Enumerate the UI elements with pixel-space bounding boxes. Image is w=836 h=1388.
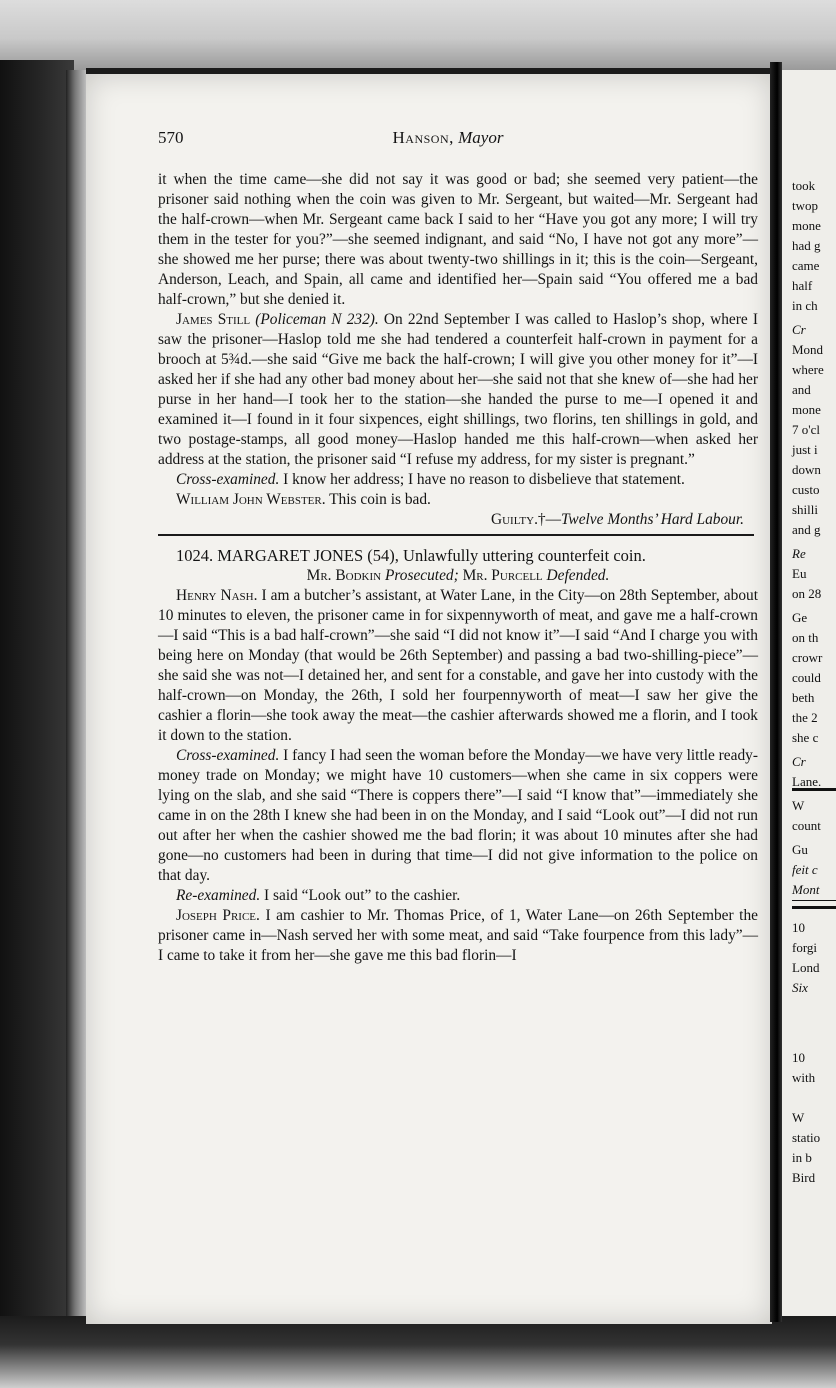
facing-page-fragment: W <box>792 1110 805 1125</box>
facing-page-fragment: where <box>792 362 824 377</box>
cross-examined-label: Cross-examined. <box>176 747 280 764</box>
facing-page-fragment: she c <box>792 730 819 745</box>
witness-name: Joseph Price. <box>176 907 260 924</box>
facing-page <box>782 70 836 1316</box>
defender-role: Defended. <box>546 567 610 584</box>
witness-name: William John Webster. <box>176 491 326 508</box>
scan-background-bottom <box>0 1316 836 1388</box>
facing-page-fragment: mone <box>792 218 821 233</box>
testimony-text: I am a butcher’s assistant, at Water Lane, in the City—on 28th September, about 10 minutes to eleven, the prisoner came in for sixpennyworth of meat, and gave me a half-crown—I said “This is a bad half-crown”—she said “I did not know it”—I said “And I charge you with being here on Monday (that would be 26th September) and passing a bad two-shilling-piece”—she said she was not—I detained her, and sent for a constable, and gave her into custody with the half-crown—on Monday, the 26th, I sold her fourpennyworth of meat—I saw her give the cashier a florin—she took away the meat—the cashier afterwards showed me a florin, and I took it down to the station. <box>158 587 758 744</box>
facing-page-fragment: count <box>792 818 821 833</box>
facing-page-fragment: half <box>792 278 813 293</box>
facing-page-fragment: Ge <box>792 610 808 625</box>
testimony-text: This coin is bad. <box>325 491 431 508</box>
page-number: 570 <box>158 128 184 147</box>
scan-background-top <box>0 0 836 70</box>
facing-page-fragment: twop <box>792 198 818 213</box>
facing-page-fragment: Re <box>792 546 806 561</box>
testimony-james-still <box>158 310 758 470</box>
facing-page-fragment: 10 <box>792 920 805 935</box>
facing-page-fragment: Mond <box>792 342 824 357</box>
page-header <box>158 128 758 154</box>
counsel-line <box>158 566 758 586</box>
verdict-label: Guilty.†— <box>490 511 562 528</box>
facing-page-fragment: W <box>792 798 805 813</box>
verdict-line <box>158 510 758 530</box>
case-title: 1024. MARGARET JONES (54), Unlawfully uttering counterfeit coin. <box>176 546 646 565</box>
facing-page-fragment: down <box>792 462 821 477</box>
facing-page-fragment: on th <box>792 630 819 645</box>
facing-page-fragment: the 2 <box>792 710 818 725</box>
facing-page-rule <box>792 906 836 909</box>
testimony-joseph-price <box>158 906 758 966</box>
testimony-henry-nash <box>158 586 758 746</box>
paragraph-continuation: it when the time came—she did not say it was good or bad; she seemed very patient—the prisoner said nothing when the coin was given to Mr. Sergeant, but waited—Mr. Sergeant had the half-crown—when Mr. Sergeant came back I said to her “Have you got any more; I will try them in the tester for you?”—she seemed indignant, and said “No, I have not got any more”—she showed me her purse; there was about twenty-two shillings in it; this is the coin—Sergeant, Anderson, Leach, and Spain, all came and identified her—Spain said “You offered me a bad half-crown,” but she denied it. <box>158 171 758 308</box>
running-head-name: Hanson, <box>392 128 454 147</box>
witness-role: (Policeman N 232). <box>255 311 379 328</box>
facing-page-fragment: custo <box>792 482 820 497</box>
prosecutor-name: Mr. Bodkin <box>306 567 382 584</box>
facing-page-fragment: Lane. <box>792 774 822 789</box>
facing-page-fragment: came <box>792 258 820 273</box>
re-examined-label: Re-examined. <box>176 887 261 904</box>
page-content <box>158 128 758 966</box>
facing-page-fragment: could <box>792 670 821 685</box>
facing-page-fragment: and <box>792 382 811 397</box>
re-examination-nash <box>158 886 758 906</box>
facing-page-fragment: forgi <box>792 940 818 955</box>
witness-name: James Still <box>176 311 251 328</box>
facing-page-fragment: Eu <box>792 566 807 581</box>
testimony-text: I am cashier to Mr. Thomas Price, of 1, Water Lane—on 26th September the prisoner came in—Nash served her with some meat, and said “Take fourpence from this lady”—I came to take it from her—she gave me this bad florin—I <box>158 907 758 964</box>
facing-page-rule <box>792 900 836 901</box>
running-head-office: Mayor <box>458 128 504 147</box>
re-examined-text: I said “Look out” to the cashier. <box>260 887 461 904</box>
facing-page-fragment: 10 <box>792 1050 805 1065</box>
facing-page-fragment: beth <box>792 690 815 705</box>
cross-examined-text: I fancy I had seen the woman before the Monday—we have very little ready-money trade on Monday; we might have 10 customers—when she came in six coppers were lying on the slab, and she said “There is coppers there”—I said “I know that”—immediately she came in on the 28th I knew she had been in on the Monday, and I said “Look out”—I did not run out after her when the cashier showed me the bad florin; it was about 10 minutes after she had gone—no customers had been in during that time—I did not give information to the police on that day. <box>158 747 758 884</box>
facing-page-fragment: with <box>792 1070 816 1085</box>
book-page <box>86 68 772 1324</box>
facing-page-fragment: and g <box>792 522 821 537</box>
facing-page-fragment: had g <box>792 238 821 253</box>
facing-page-fragment: just i <box>792 442 818 457</box>
witness-name: Henry Nash. <box>176 587 258 604</box>
defender-name: Mr. Purcell <box>462 567 543 584</box>
facing-page-fragment: feit c <box>792 862 818 877</box>
facing-page-fragment: statio <box>792 1130 821 1145</box>
cross-examined-label: Cross-examined. <box>176 471 280 488</box>
facing-page-fragment: Cr <box>792 322 806 337</box>
facing-page-fragment: 7 o'cl <box>792 422 820 437</box>
book-gutter <box>770 62 782 1322</box>
facing-page-fragment: Mont <box>792 882 820 897</box>
facing-page-rule <box>792 788 836 791</box>
case-separator-rule <box>158 534 754 536</box>
facing-page-fragment: on 28 <box>792 586 822 601</box>
prosecutor-role: Prosecuted; <box>384 567 459 584</box>
facing-page-fragment: Gu <box>792 842 808 857</box>
cross-examination-nash <box>158 746 758 886</box>
book-binding-edge <box>66 70 86 1318</box>
cross-examination-still <box>158 470 758 490</box>
facing-page-fragment: took <box>792 178 816 193</box>
verdict-sentence: Twelve Months’ Hard Labour. <box>561 511 744 528</box>
facing-page-fragment: in ch <box>792 298 818 313</box>
facing-page-fragment: mone <box>792 402 821 417</box>
testimony-webster <box>158 490 758 510</box>
cross-examined-text: I know her address; I have no reason to disbelieve that statement. <box>279 471 685 488</box>
running-head <box>158 128 738 148</box>
scan-background-left <box>0 60 74 1388</box>
facing-page-fragment: in b <box>792 1150 812 1165</box>
facing-page-fragment: Cr <box>792 754 806 769</box>
facing-page-fragment: shilli <box>792 502 819 517</box>
facing-page-fragment: crowr <box>792 650 823 665</box>
testimony-text: On 22nd September I was called to Haslop’s shop, where I saw the prisoner—Haslop told me she had tendered a counterfeit half-crown in payment for a brooch at 5¾d.—she said “Give me back the half-crown; I will give you other money for it”—I asked her if she had any other bad money about her—she said not that she knew of—she had her purse in her hand—I took her to the station—she handed the purse to me—I opened it and examined it—I found in it four sixpences, eight shillings, two florins, ten shillings in gold, and two postage-stamps, all good money—Haslop handed me this half-crown—when asked her address at the station, the prisoner said “I refuse my address, for my sister is pregnant.” <box>158 311 758 468</box>
facing-page-fragment: Six <box>792 980 808 995</box>
facing-page-fragment: Lond <box>792 960 820 975</box>
facing-page-fragment: Bird <box>792 1170 816 1185</box>
